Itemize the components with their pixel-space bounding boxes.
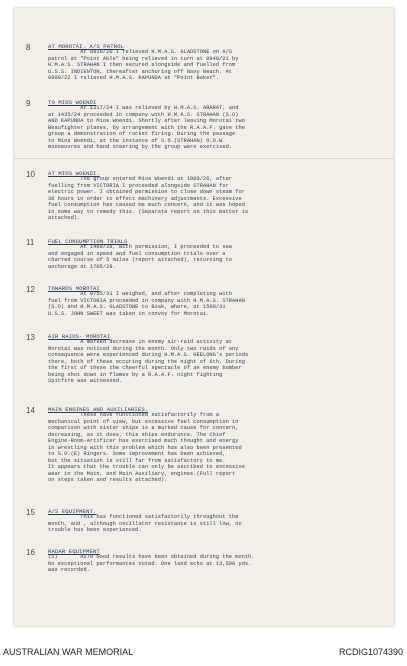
text-line: U.S.S. INDIENTON, thereafter anchoring off Navy Beach. At [48,68,233,75]
paragraph-number: 8 [26,43,31,52]
text-line: patrol at "Point Able" being relieved in turn at 0940/21 by [48,55,239,62]
text-line: Morotai was noticed during the month. Only two raids of any [48,345,239,352]
text-line: mechanical point of view, but excessive fuel consumption in [48,418,239,425]
text-line: Engine-Room-Artificer has exercised much thought and energy [48,438,239,445]
text-line: being shot down in flames by a R.A.A.F. night fighting [48,371,223,378]
text-line: Beaufighter planes, by arrangement with the R.A.A.F. gave the [48,124,245,131]
text-line: 36 hours in order to effect machinery adjustments. Excessive [48,195,242,202]
text-line: manoeuvres and hand steering by the group were exercised. [48,144,233,151]
text-line: to Mios Woendi, at the instance of S.O.(STRAHAN) O.O.W. [48,137,226,144]
text-line: to S.O.(E) Ringers. Some improvement has been achieved, [48,451,226,458]
paragraph-body [48,105,372,151]
paragraph-heading: RADAR EQUIPMENT [48,548,100,555]
paragraph-body [48,291,372,317]
paper-fold-line [14,158,394,159]
text-line: The group entered Mios Woendi at 1000/26, after [48,176,233,182]
text-line: was recorded. [48,567,90,574]
paragraph-heading: AT MIOS WOENDI. [48,170,100,177]
text-line: H.M.A.S. STRAHAN I then secured alongside and fuelled from [48,62,236,69]
paragraph-number: 13 [26,333,35,342]
text-line: trouble has been experienced. [48,527,142,534]
paragraph-body [48,412,372,484]
text-line: charted course of 5 miles (report attached), returning to [48,257,233,264]
text-line: fuel from VICTORIA proceeded in company with H.M.A.S. STRAHAN [48,297,245,304]
text-line: in wrestling with this problem which has also been presented [48,444,242,451]
paragraph-body [48,339,372,385]
text-line: group a demonstration of rocket firing. During the passage [48,131,236,138]
text-line: It appears that the trouble can only be ascribed to excessive [48,464,245,471]
paragraph-heading: MAIN ENGINES AND AUXILIARIES. [48,406,149,413]
text-line: at 1435/24 proceeded in company with H.M.A.S. STRAHAN (S.O) [48,111,239,118]
text-line: AND KAPUNDA to Mios Woendi. Shortly after leaving Morotai two [48,118,245,125]
paragraph-body [48,244,372,270]
paragraph-heading: AT MOROTAI. A/S PATROL [48,43,125,50]
text-line: anchorage at 1705/28. [48,263,116,270]
text-line: decreasing, as it does, this ships endurance. The Chief [48,431,226,438]
text-line: A marked decrease in enemy air-raid activity at [48,339,233,345]
text-line: fuel consumption has caused me much concern, and it was hoped [48,202,245,209]
paragraph-number: 14 [26,406,35,415]
paragraph-body [48,514,372,534]
paragraph-body [48,49,372,82]
paragraph-heading: TOWARDS MOROTAI [48,285,100,292]
paragraph-number: 10 [26,170,35,179]
text-line: wear in the Main, and Main Auxiliary, engines.(Full report [48,470,236,477]
paragraph-heading: TO MIOS WOENDI [48,99,97,106]
text-line: on steps taken and results attached). [48,477,168,484]
text-line: U.S.S. JOHN SWEET was taken in convoy for Morotai. [48,310,210,317]
text-line: At 0755/31 I weighed, and after completing with [48,291,233,297]
paragraph-heading: FUEL CONSUMPTION TRIALS [48,238,128,245]
text-line: 0900/22 I relieved H.M.A.S. KAPUNDA at "Point Baker". [48,75,220,82]
paragraph-number: 16 [26,548,35,557]
text-line: comparison with sister ships is a marked cause for concern, [48,425,239,432]
paragraph-number: 11 [26,238,35,247]
archive-name: AUSTRALIAN WAR MEMORIAL [3,647,134,657]
text-line: (1) A270 Good results have been obtained during the month. [48,554,255,560]
text-line: This has functioned satisfactorily throughout the [48,514,239,520]
text-line: but the situation is still far from satisfactory to me. [48,457,226,464]
text-line: No exceptional performances noted. One land echo at 13,500 yds. [48,560,252,567]
text-line: there, both of these occuring during the night of 6th. During [48,358,245,365]
text-line: attached). [48,215,81,222]
paragraph-number: 9 [26,99,31,108]
text-line: Spitfire was witnessed. [48,378,123,385]
text-line: month, and , although oscillator resistance is still low, no [48,520,242,527]
text-line: fuelling from VICTORIA I proceeded alongside STRAHAN for [48,182,229,189]
paragraph-body [48,554,372,574]
document-page [14,8,394,626]
paragraph-body [48,176,372,222]
text-line: in some way to remedy this. (Separate report on this matter is [48,208,249,215]
paragraph-number: 12 [26,285,35,294]
text-line: (S.O) and H.M.A.S. GLADSTONE to Biak, where, at 1500/31 [48,304,226,311]
record-id: RCDIG1074390 [338,647,403,657]
text-line: electric power. I obtained permission to close down steam for [48,189,245,196]
paragraph-heading: A/S EQUIPMENT. [48,508,97,515]
text-line: and engaged in speed and fuel consumption trials over a [48,250,226,257]
archive-footer [0,640,407,666]
text-line: At 1400/28, with permission, I proceeded to sea [48,244,233,250]
text-line: consequence were experienced during H.M.A.S. GEELONG's periods [48,352,249,359]
text-line: At 0810/20 I relieved H.M.A.S. GLADSTONE on A/S [48,49,233,55]
paragraph-heading: AIR RAIDS- MOROTAI [48,333,111,340]
text-line: At 1217/24 I was relieved by H.M.A.S. ARARAT, and [48,105,239,111]
text-line: the first of these the cheerful spectacle of an enemy bomber [48,365,242,372]
text-line: These have functioned satisfactorily from a [48,412,220,418]
paragraph-number: 15 [26,508,35,517]
